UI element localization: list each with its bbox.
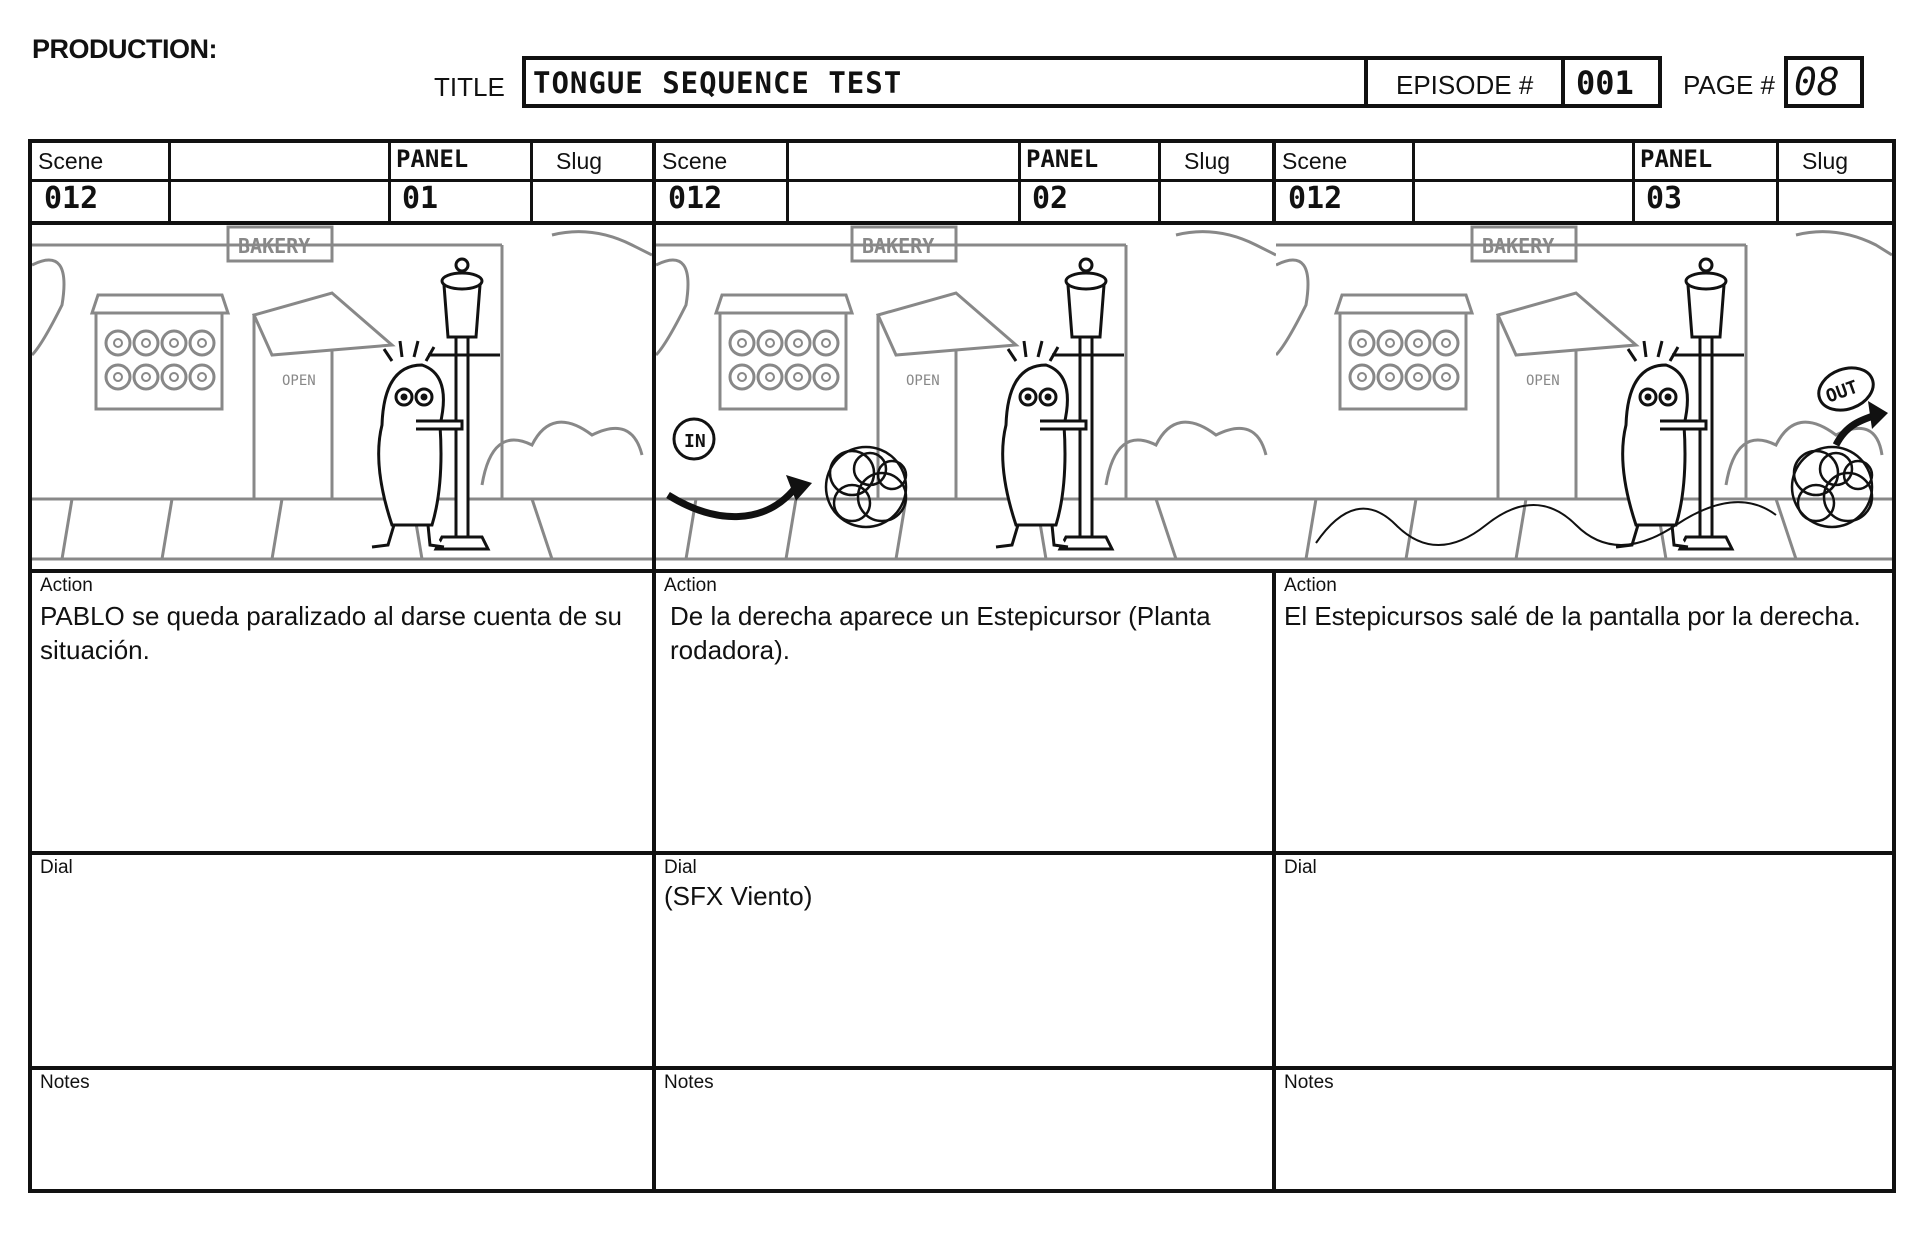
header-cell-divider [388, 143, 391, 223]
bakery-sign-text: BAKERY [1482, 234, 1555, 258]
dial-text: (SFX Viento) [664, 881, 813, 911]
episode-value: 001 [1576, 64, 1634, 102]
panel-value: 02 [1032, 181, 1069, 216]
title-label: TITLE [434, 72, 505, 102]
panel-artwork [1276, 225, 1892, 569]
scene-sketch [1276, 225, 1892, 569]
episode-label: EPISODE # [1396, 70, 1534, 100]
donut-display [1340, 313, 1466, 409]
slug-label: Slug [1184, 148, 1231, 174]
panel-artwork [656, 225, 1276, 569]
in-marker-text: IN [684, 431, 706, 452]
panel-label [1640, 145, 1712, 173]
episode-divider [1364, 56, 1368, 108]
notes-label: Notes [40, 1072, 90, 1093]
storyboard-panel-2 [656, 143, 1276, 1189]
production-label: PRODUCTION: [32, 34, 217, 64]
bakery-sign-text: BAKERY [238, 234, 311, 258]
panel-label [1026, 145, 1098, 173]
storyboard-panel-3 [1276, 143, 1892, 1189]
header-cell-divider [530, 143, 533, 223]
slug-label: Slug [1802, 148, 1849, 174]
panel-label-text: PANEL [396, 145, 469, 173]
title-value: TONGUE SEQUENCE TEST [533, 66, 903, 100]
storyboard-panel-1 [32, 143, 652, 1189]
panel-label [396, 145, 468, 173]
episode-value-divider [1561, 56, 1565, 108]
header-cell-divider [1776, 143, 1779, 223]
action-label: Action [1284, 575, 1337, 596]
dial-label: Dial [1284, 857, 1317, 878]
header-cell-divider [1158, 143, 1161, 223]
action-label: Action [664, 575, 717, 596]
donut-display [96, 313, 222, 409]
dial-label: Dial [40, 857, 73, 878]
panel-value: 01 [402, 181, 439, 216]
open-sign-text: OPEN [906, 373, 940, 389]
header-cell-divider [1018, 143, 1021, 223]
donut-display [720, 313, 846, 409]
storyboard-sheet [28, 139, 1896, 1193]
panel-label-text: PANEL [1026, 145, 1099, 173]
scene-value: 012 [1288, 181, 1343, 216]
header-cell-divider [168, 143, 171, 223]
open-sign-text: OPEN [1526, 373, 1560, 389]
open-sign-text: OPEN [282, 373, 316, 389]
scene-label: Scene [38, 148, 104, 174]
display-awning [1336, 295, 1472, 313]
display-awning [716, 295, 852, 313]
slug-label: Slug [556, 148, 603, 174]
display-awning [92, 295, 228, 313]
header-cell-divider [1412, 143, 1415, 223]
scene-sketch [32, 225, 652, 569]
page-value: 08 [1794, 60, 1840, 104]
panel-value: 03 [1646, 181, 1683, 216]
page-label: PAGE # [1683, 70, 1776, 100]
scene-value: 012 [44, 181, 99, 216]
panel-artwork [32, 225, 652, 569]
action-text: PABLO se queda paralizado al darse cuenta de su situación. [40, 601, 623, 665]
notes-label: Notes [1284, 1072, 1334, 1093]
scene-label: Scene [662, 148, 728, 174]
notes-label: Notes [664, 1072, 714, 1093]
header-cell-divider [786, 143, 789, 223]
bakery-sign-text: BAKERY [862, 234, 935, 258]
dial-label: Dial [664, 857, 697, 878]
action-label: Action [40, 575, 93, 596]
header-cell-divider [1632, 143, 1635, 223]
scene-sketch [656, 225, 1276, 569]
action-text: De la derecha aparece un Estepicursor (Planta rodadora). [670, 601, 1211, 665]
out-marker-text: OUT [1823, 376, 1861, 408]
scene-label: Scene [1282, 148, 1348, 174]
scene-value: 012 [668, 181, 723, 216]
panel-label-text: PANEL [1640, 145, 1713, 173]
action-text: El Estepicursos salé de la pantalla por la derecha. [1284, 601, 1861, 631]
